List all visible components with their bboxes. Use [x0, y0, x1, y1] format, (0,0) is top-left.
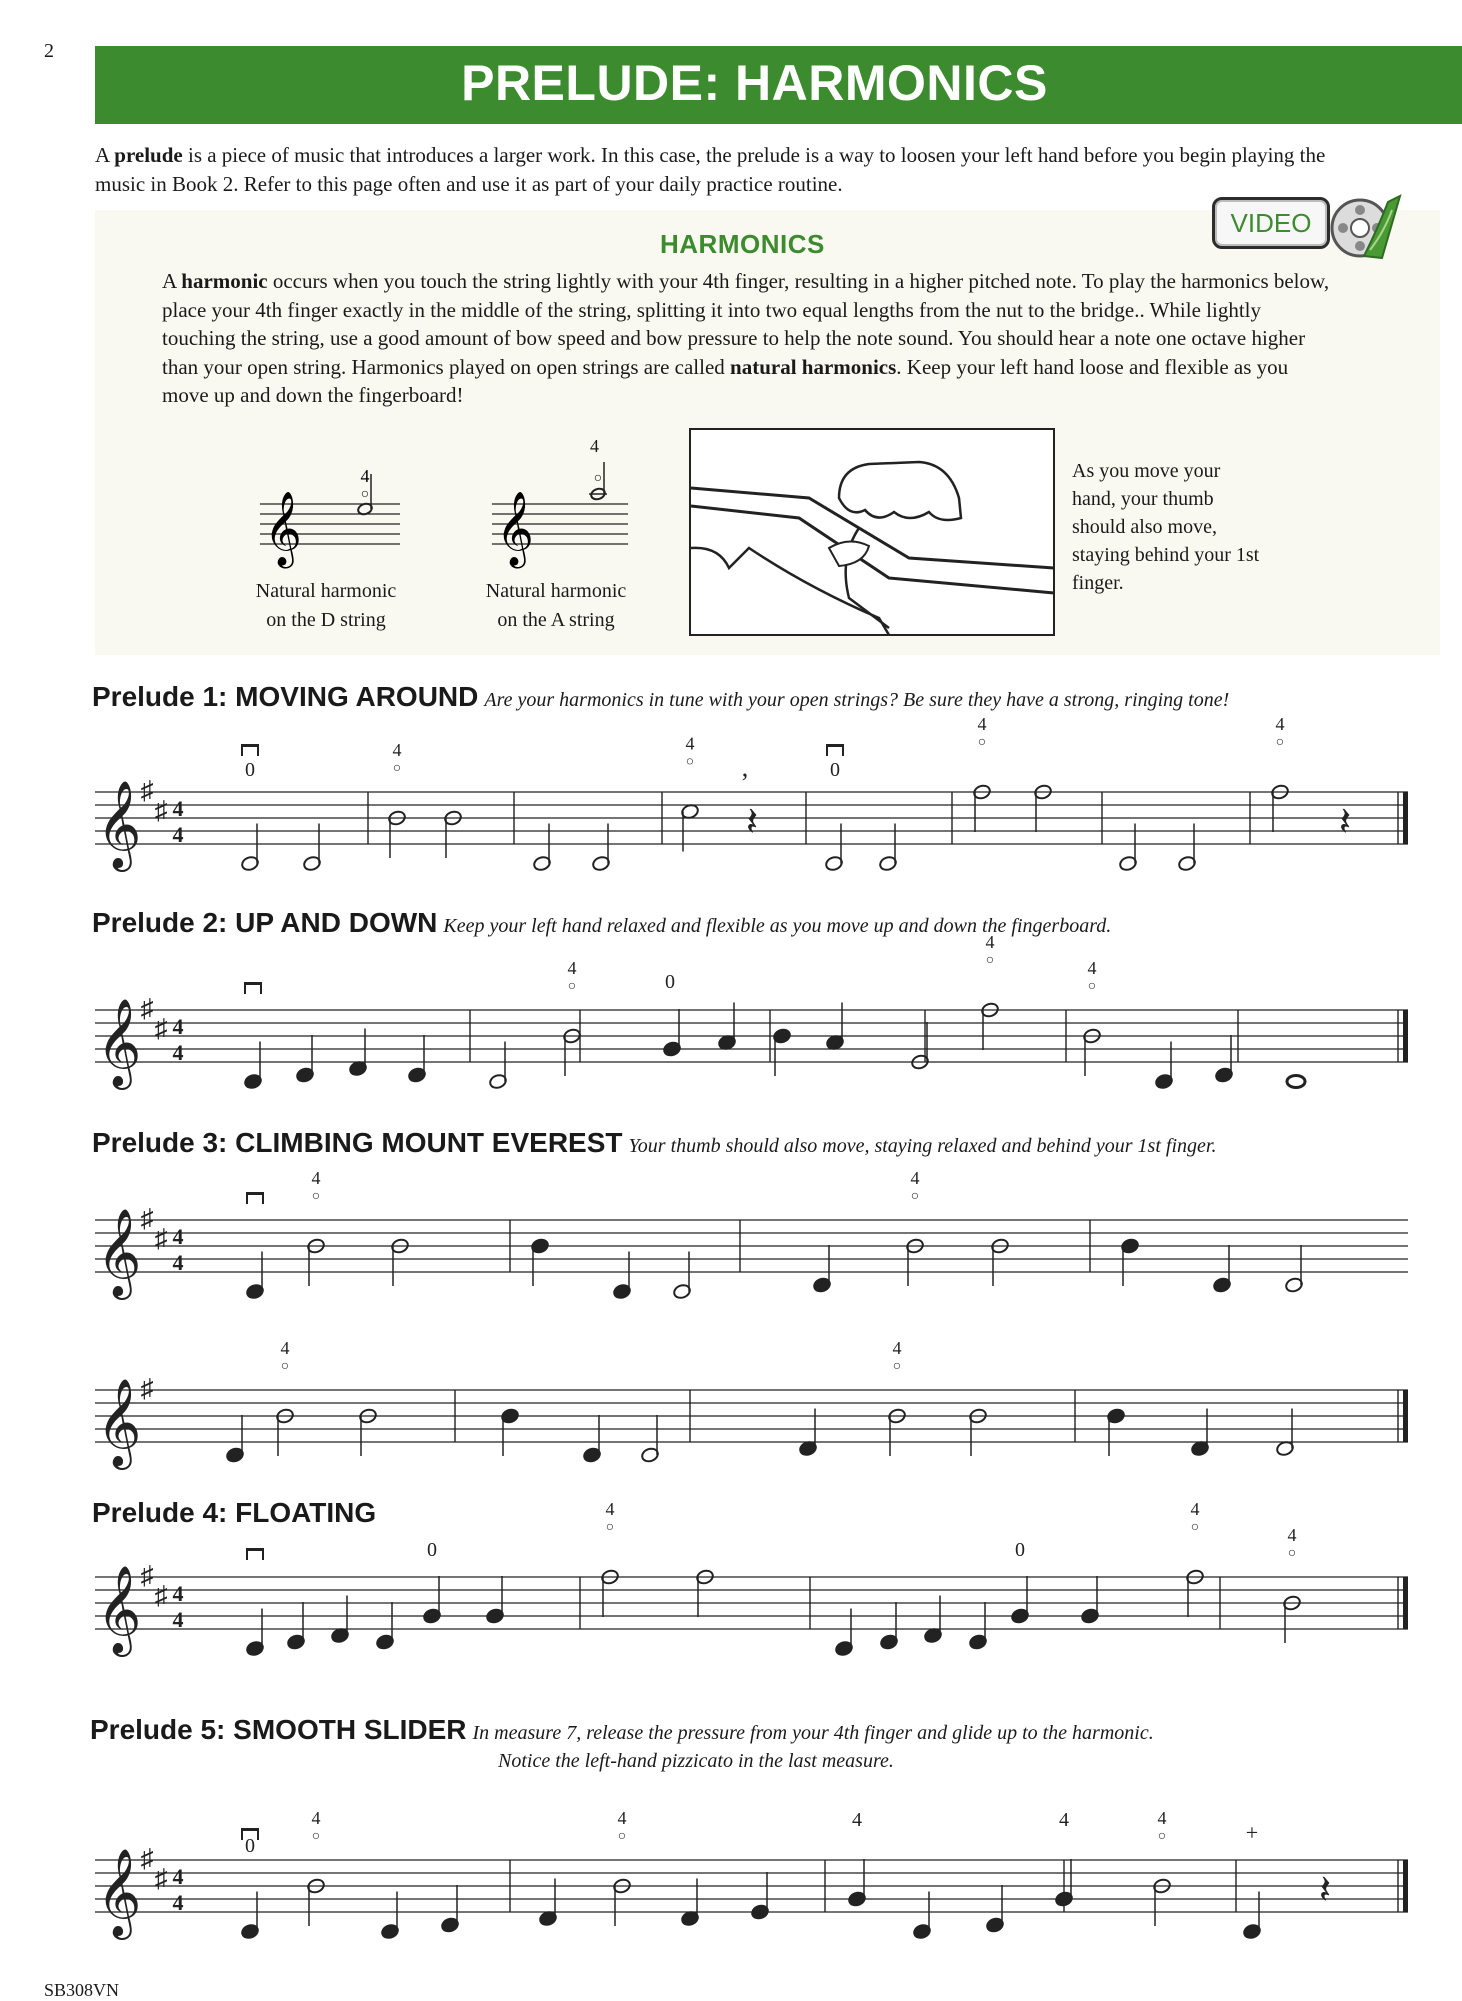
treble-clef-icon: 𝄞 — [96, 1211, 142, 1295]
harmonic-mark: ○ — [985, 953, 995, 968]
intro-text-1: A — [95, 143, 115, 167]
time-signature: 4 — [172, 822, 184, 847]
finger-number: 4 — [892, 1338, 902, 1358]
finger-number: 4 — [852, 1809, 862, 1831]
page-title: PRELUDE: HARMONICS — [461, 55, 1048, 111]
harmonic-mark: ○ — [605, 1520, 615, 1535]
final-bar-line — [1403, 1860, 1408, 1912]
finger-number: 4 — [567, 958, 577, 978]
time-signature: 4 — [172, 1581, 184, 1606]
key-signature-sharp: ♯ — [154, 1224, 168, 1253]
down-bow-mark — [247, 1548, 263, 1551]
open-string-number: 0 — [427, 1539, 437, 1561]
finger-number: 4 — [910, 1168, 920, 1188]
prelude-number: Prelude 1: — [92, 681, 228, 712]
prelude-number: Prelude 5: — [90, 1714, 226, 1745]
key-signature-sharp: ♯ — [154, 1014, 168, 1043]
finger-number: 4 — [360, 466, 370, 486]
prelude-name: MOVING AROUND — [235, 681, 479, 712]
harmonic-mark: ○ — [392, 761, 402, 776]
time-signature: 4 — [172, 1040, 184, 1065]
prelude-name: CLIMBING MOUNT EVEREST — [235, 1127, 623, 1158]
treble-clef-icon: 𝄞 — [96, 1568, 142, 1652]
harmonics-text-1: A — [162, 269, 182, 293]
time-signature: 4 — [172, 796, 184, 821]
finger-number: 4 — [977, 714, 987, 734]
treble-clef-icon: 𝄞 — [496, 493, 534, 564]
harmonic-mark: ○ — [617, 1829, 627, 1844]
harmonic-mark: ○ — [311, 1829, 321, 1844]
key-signature-sharp: ♯ — [140, 776, 154, 805]
finger-number: 4 — [590, 436, 599, 456]
finger-number: 4 — [311, 1808, 321, 1828]
harmonic-mark: ○ — [1087, 979, 1097, 994]
harmonics-term: harmonic — [181, 269, 268, 293]
intro-term-prelude: prelude — [114, 143, 183, 167]
down-bow-mark — [242, 1828, 258, 1831]
final-bar-line — [1403, 792, 1408, 844]
prelude-instruction: Keep your left hand relaxed and flexible as you move up and down the fingerboard. — [443, 915, 1112, 937]
key-signature-sharp: ♯ — [154, 1581, 168, 1610]
harmonic-mark: ○ — [1287, 1546, 1297, 1561]
open-string-number: 0 — [665, 971, 675, 993]
finger-number: 4 — [1059, 1809, 1069, 1831]
treble-clef-icon: 𝄞 — [96, 783, 142, 867]
prelude-name: SMOOTH SLIDER — [233, 1714, 467, 1745]
finger-number: 4 — [617, 1808, 627, 1828]
finger-number: 4 — [1087, 958, 1097, 978]
treble-clef-icon: 𝄞 — [96, 1851, 142, 1935]
harmonic-mark: ○ — [1157, 1829, 1167, 1844]
finger-number: 4 — [1190, 1499, 1200, 1519]
key-signature-sharp: ♯ — [140, 994, 154, 1023]
time-signature: 4 — [172, 1224, 184, 1249]
harmonic-mark: ○ — [360, 487, 370, 502]
harmonic-mark: ○ — [892, 1359, 902, 1374]
treble-clef-icon: 𝄞 — [96, 1381, 142, 1465]
breath-mark: , — [741, 753, 749, 782]
final-bar-line — [1403, 1577, 1408, 1629]
open-string-number: 0 — [1015, 1539, 1025, 1561]
prelude-name: UP AND DOWN — [235, 907, 438, 938]
harmonics-text-2: occurs when you touch the string lightly with your 4th finger, resulting in a higher pitched note. To play the harmonics below, place your 4th finger exactly in the middle of the string, splitting it into two equal lengths from the nut to the bridge.. While lightly touching the string, use a good amount of bow speed and bow pressure to help the note sound. You should hear a note one octave higher than your open string. Harmonics played on open strings are called — [162, 269, 1330, 379]
finger-number: 4 — [1287, 1525, 1297, 1545]
finger-number: 4 — [685, 733, 695, 754]
caption-d-line1: Natural harmonic — [255, 580, 397, 602]
final-bar-line — [1403, 1010, 1408, 1062]
finger-number: 4 — [311, 1168, 321, 1188]
key-signature-sharp: ♯ — [140, 1561, 154, 1590]
open-string-number: 0 — [245, 1835, 255, 1857]
thumb-note: As you move your hand, your thumb should also move, staying behind your 1st finger. — [1072, 460, 1260, 594]
key-signature-sharp: ♯ — [154, 1864, 168, 1893]
finger-number: 4 — [392, 740, 402, 760]
prelude-instruction: Your thumb should also move, staying relaxed and behind your 1st finger. — [628, 1135, 1217, 1157]
open-string-number: 0 — [245, 759, 255, 781]
prelude-5-instruction-2: Notice the left-hand pizzicato in the last measure. — [498, 1750, 894, 1772]
left-hand-pizzicato-mark: + — [1245, 1820, 1259, 1845]
caption-a-line2: on the A string — [497, 609, 615, 631]
time-signature: 4 — [172, 1014, 184, 1039]
finger-number: 4 — [280, 1338, 290, 1358]
down-bow-mark — [242, 744, 258, 747]
finger-number: 4 — [1157, 1808, 1167, 1828]
harmonics-heading: HARMONICS — [660, 229, 825, 259]
key-signature-sharp: ♯ — [140, 1204, 154, 1233]
down-bow-mark — [827, 744, 843, 747]
open-string-number: 0 — [830, 759, 840, 781]
final-bar-line — [1403, 1390, 1408, 1442]
caption-a-line1: Natural harmonic — [485, 580, 627, 602]
harmonics-text-3: . Keep your left hand loose and flexible as you move up and down the fingerboard! — [162, 354, 1289, 408]
harmonic-mark: ○ — [685, 754, 695, 770]
time-signature: 4 — [172, 1250, 184, 1275]
footer-code: SB308VN — [44, 1980, 120, 2000]
treble-clef-icon: 𝄞 — [264, 493, 302, 564]
prelude-number: Prelude 3: — [92, 1127, 228, 1158]
harmonic-mark: ○ — [1275, 735, 1285, 750]
prelude-instruction: In measure 7, release the pressure from your 4th finger and glide up to the harmonic. — [472, 1722, 1154, 1744]
time-signature: 4 — [172, 1890, 184, 1915]
finger-number: 4 — [1275, 714, 1285, 734]
time-signature: 4 — [172, 1607, 184, 1632]
whole-note — [1287, 1076, 1305, 1088]
harmonic-mark: ○ — [567, 979, 577, 994]
treble-clef-icon: 𝄞 — [96, 1001, 142, 1085]
harmonic-mark: ○ — [910, 1189, 920, 1204]
quarter-rest: 𝄽 — [1338, 799, 1352, 844]
harmonic-mark: ○ — [977, 735, 987, 750]
quarter-rest: 𝄽 — [1318, 1867, 1332, 1912]
quarter-rest: 𝄽 — [745, 799, 759, 844]
key-signature-sharp: ♯ — [140, 1844, 154, 1873]
caption-d-line2: on the D string — [266, 609, 386, 631]
key-signature-sharp: ♯ — [140, 1374, 154, 1403]
page-number: 2 — [44, 40, 54, 62]
intro-text-2: is a piece of music that introduces a larger work. In this case, the prelude is a way to loosen your left hand before you begin playing the music in Book 2. Refer to this page often and use it as part of your daily practice routine. — [95, 143, 1326, 196]
prelude-number: Prelude 4: — [92, 1497, 228, 1528]
down-bow-mark — [245, 982, 261, 985]
time-signature: 4 — [172, 1864, 184, 1889]
prelude-number: Prelude 2: — [92, 907, 228, 938]
prelude-name: FLOATING — [235, 1497, 377, 1528]
prelude-instruction: Are your harmonics in tune with your open strings? Be sure they have a strong, ringing tone! — [484, 689, 1230, 711]
harmonic-mark: ○ — [1190, 1520, 1200, 1535]
harmonic-mark: ○ — [593, 471, 603, 486]
harmonic-mark: ○ — [311, 1189, 321, 1204]
key-signature-sharp: ♯ — [154, 796, 168, 825]
natural-harmonics-term: natural harmonics — [730, 354, 897, 379]
finger-number: 4 — [985, 932, 995, 952]
harmonic-mark: ○ — [280, 1359, 290, 1374]
video-button[interactable]: VIDEO — [1212, 197, 1330, 249]
down-bow-mark — [247, 1192, 263, 1195]
finger-number: 4 — [605, 1499, 615, 1519]
